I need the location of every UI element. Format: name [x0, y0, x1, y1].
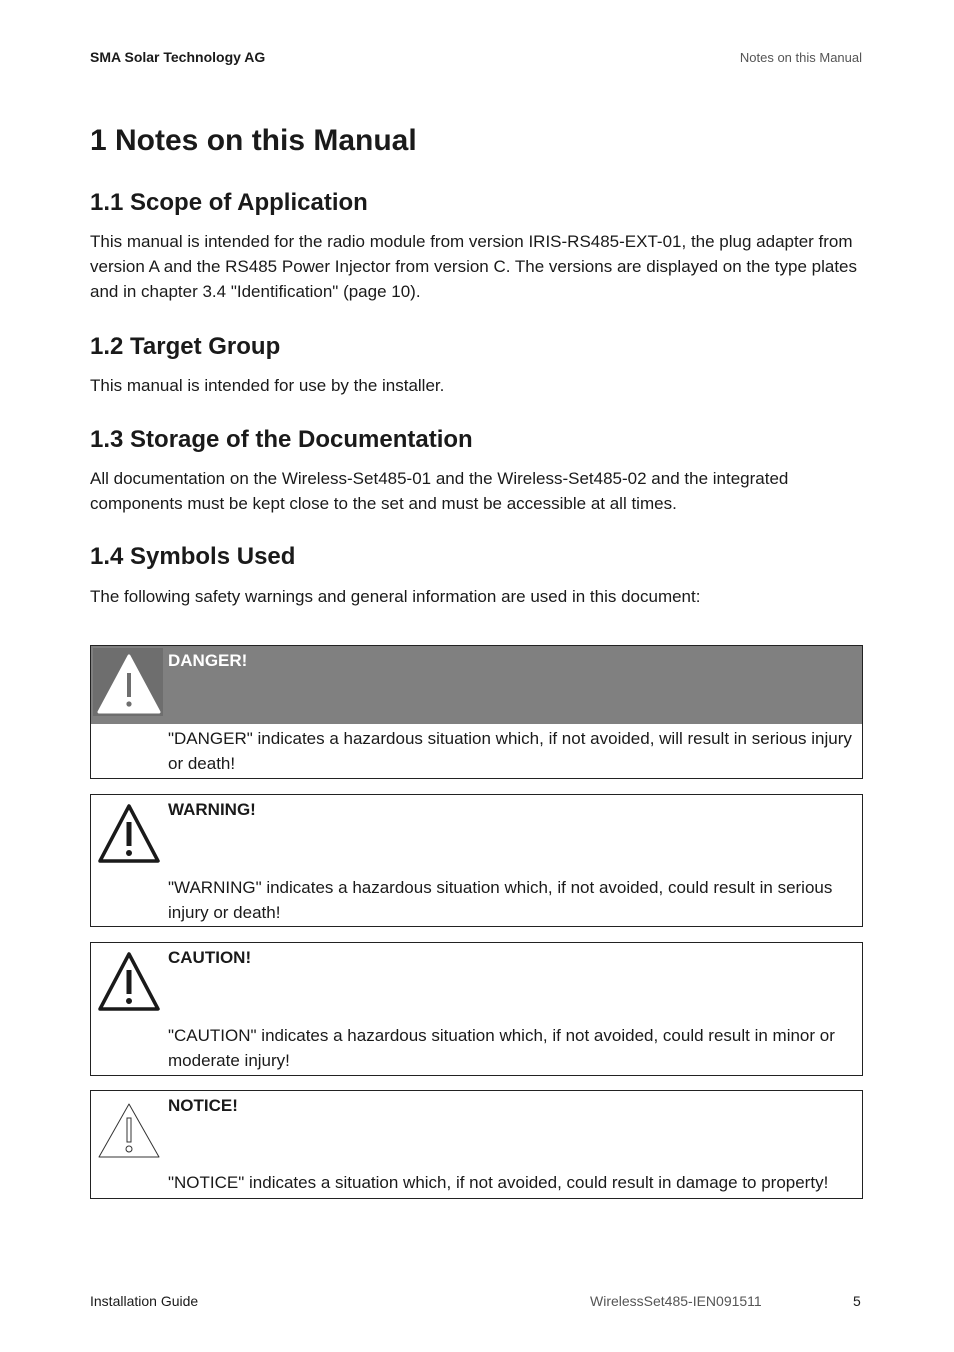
- page-number: 5: [853, 1293, 861, 1309]
- notice-description: "NOTICE" indicates a situation which, if not avoided, could result in damage to property!: [168, 1173, 829, 1192]
- chapter-title: 1 Notes on this Manual: [90, 124, 417, 157]
- caution-notice-box: [90, 942, 863, 1076]
- warning-triangle-icon: [96, 651, 162, 717]
- section-paragraph-symbols: The following safety warnings and general information are used in this document:: [90, 587, 701, 606]
- footer-doc-id: WirelessSet485-IEN091511: [590, 1293, 762, 1309]
- caution-label: CAUTION!: [168, 948, 252, 967]
- warning-triangle-icon: [96, 800, 162, 866]
- section-paragraph-target-group: This manual is intended for use by the installer.: [90, 376, 445, 395]
- notice-label: NOTICE!: [168, 1096, 238, 1115]
- section-heading-storage: 1.3 Storage of the Documentation: [90, 426, 473, 453]
- warning-description: "WARNING" indicates a hazardous situation which, if not avoided, could result in serious injury or death!: [168, 878, 833, 922]
- section-heading-target-group: 1.2 Target Group: [90, 333, 281, 360]
- notice-box: [90, 1090, 863, 1199]
- caution-description: "CAUTION" indicates a hazardous situation which, if not avoided, could result in minor or moderate injury!: [168, 1026, 835, 1070]
- section-paragraph-scope: This manual is intended for the radio module from version IRIS-RS485-EXT-01, the plug adapter from version A and the RS485 Power Injector from version C. The versions are displayed on the type plates and in chapter 3.4 "Identification" (page 10).: [90, 232, 857, 301]
- danger-label: DANGER!: [168, 651, 248, 670]
- header-company: SMA Solar Technology AG: [90, 49, 266, 65]
- section-paragraph-storage: All documentation on the Wireless-Set485-01 and the Wireless-Set485-02 and the integrated components must be kept close to the set and must be accessible at all times.: [90, 469, 789, 513]
- warning-triangle-icon: [96, 948, 162, 1014]
- danger-notice-box: [90, 645, 863, 779]
- footer-guide-name: Installation Guide: [90, 1293, 199, 1309]
- warning-label: WARNING!: [168, 800, 256, 819]
- section-heading-symbols: 1.4 Symbols Used: [90, 543, 296, 570]
- notice-triangle-icon: [96, 1096, 162, 1162]
- section-heading-scope: 1.1 Scope of Application: [90, 189, 368, 216]
- warning-notice-box: [90, 794, 863, 927]
- header-section: Notes on this Manual: [739, 50, 862, 65]
- danger-description: "DANGER" indicates a hazardous situation which, if not avoided, will result in serious injury or death!: [168, 729, 852, 773]
